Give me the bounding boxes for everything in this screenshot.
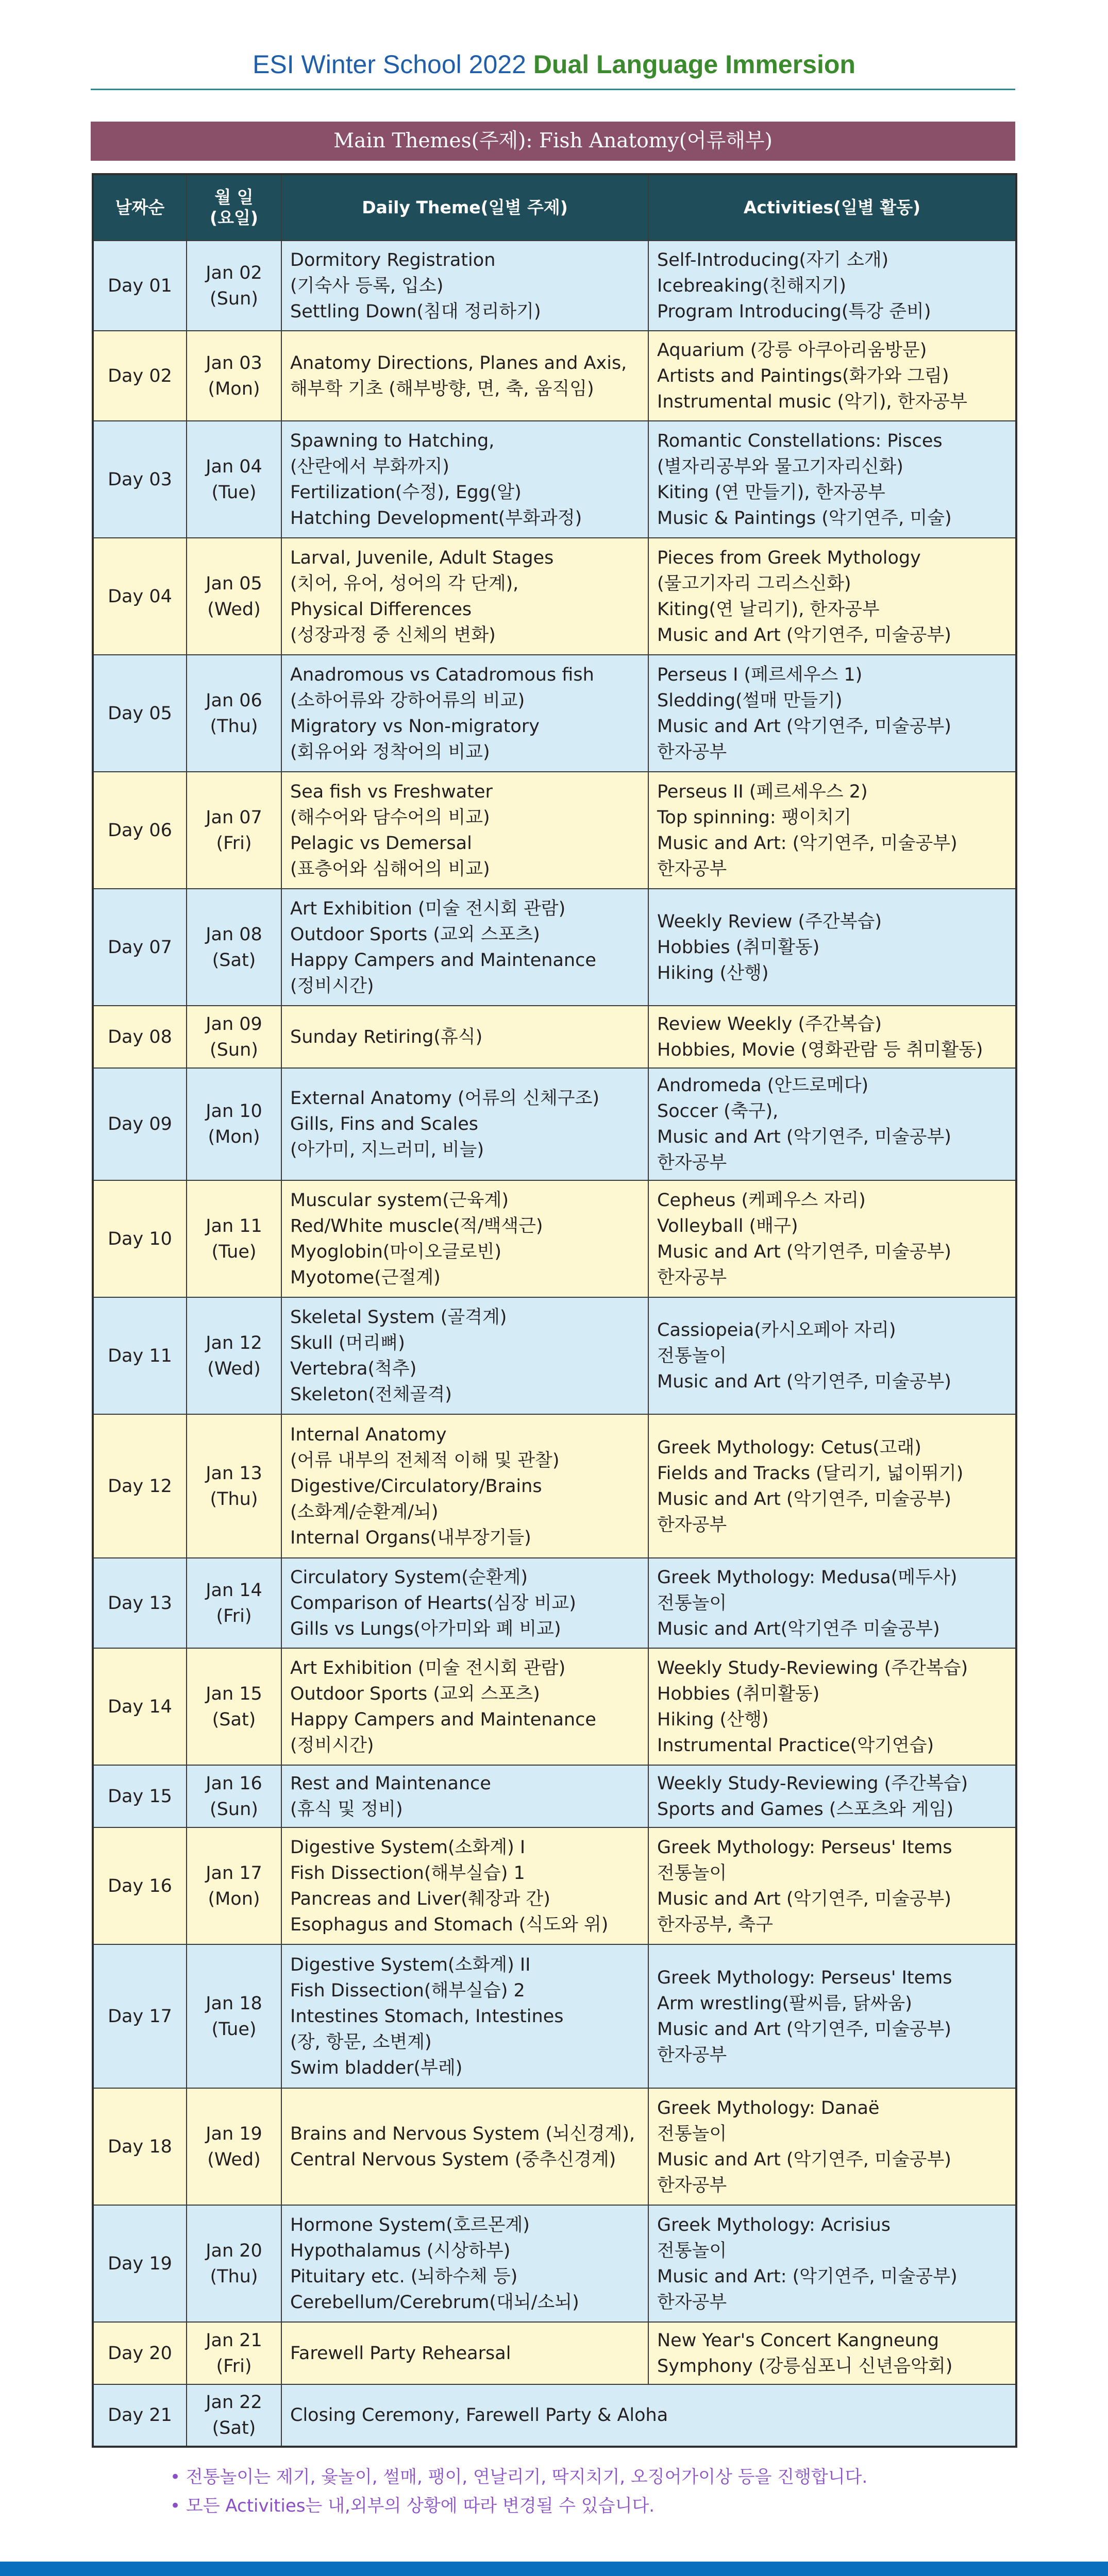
theme-line: (산란에서 부화까지) — [290, 456, 449, 477]
activity-line: Self-Introducing(자기 소개) — [657, 249, 889, 270]
cell-theme — [281, 241, 648, 331]
theme-line: Myoglobin(마이오글로빈) — [290, 1241, 501, 1262]
theme-line: Art Exhibition (미술 전시회 관람) — [290, 898, 566, 919]
theme-line: Fertilization(수정), Egg(알) — [290, 482, 522, 503]
theme-line: (치어, 유어, 성어의 각 단계), — [290, 573, 519, 594]
cell-theme — [281, 1180, 648, 1297]
activity-line: Music and Art: (악기연주, 미술공부) — [657, 833, 958, 854]
date-line: (Sun) — [210, 1799, 258, 1820]
cell-theme — [281, 1068, 648, 1180]
cell-day: Day 10 — [93, 1180, 187, 1297]
table-row — [93, 1827, 1016, 1944]
theme-line: Settling Down(침대 정리하기) — [290, 301, 541, 322]
cell-day: Day 19 — [93, 2205, 187, 2322]
theme-line: Esophagus and Stomach (식도와 위) — [290, 1914, 609, 1935]
table-row — [93, 1765, 1016, 1827]
theme-line: Gills vs Lungs(아가미와 폐 비교) — [290, 1618, 561, 1639]
theme-line: Physical Differences — [290, 599, 472, 620]
theme-line: Pelagic vs Demersal — [290, 833, 472, 854]
cell-theme — [281, 1006, 648, 1068]
activity-line: Hiking (산행) — [657, 962, 769, 984]
cell-date — [187, 1414, 281, 1558]
theme-line: (정비시간) — [290, 1735, 374, 1756]
cell-activities — [648, 1297, 1016, 1414]
title-accent: Dual Language Immersion — [533, 50, 855, 79]
cell-activities — [648, 1765, 1016, 1827]
activity-line: Music and Art (악기연주, 미술공부) — [657, 716, 951, 737]
cell-activities — [648, 1827, 1016, 1944]
cell-merged-theme: Closing Ceremony, Farewell Party & Aloha — [281, 2384, 1016, 2447]
activity-line: Music and Art(악기연주 미술공부) — [657, 1618, 940, 1639]
activity-line: Symphony (강릉심포니 신년음악회) — [657, 2355, 953, 2377]
table-row — [93, 655, 1016, 772]
activity-line: 전통놀이 — [657, 1592, 727, 1614]
date-line: Jan 22 — [206, 2392, 262, 2413]
theme-line: (휴식 및 정비) — [290, 1799, 403, 1820]
date-line: (Wed) — [207, 599, 261, 620]
date-line: Jan 05 — [206, 573, 262, 594]
cell-date — [187, 772, 281, 889]
cell-theme — [281, 421, 648, 538]
col-header-date: 월 일 (요일) — [187, 174, 281, 241]
date-line: (Thu) — [210, 2266, 258, 2287]
date-line: Jan 11 — [206, 1215, 262, 1236]
cell-day: Day 11 — [93, 1297, 187, 1414]
cell-theme — [281, 889, 648, 1006]
activity-line: 전통놀이 — [657, 1862, 727, 1884]
cell-activities — [648, 241, 1016, 331]
cell-date — [187, 538, 281, 655]
cell-theme — [281, 1414, 648, 1558]
date-line: (Tue) — [211, 2019, 257, 2040]
activity-line: Instrumental Practice(악기연습) — [657, 1735, 934, 1756]
activity-line: Greek Mythology: Perseus' Items — [657, 1837, 952, 1858]
date-line: Jan 06 — [206, 690, 262, 711]
theme-line: Muscular system(근육계) — [290, 1190, 509, 1211]
theme-line: Migratory vs Non-migratory — [290, 716, 540, 737]
cell-day: Day 09 — [93, 1068, 187, 1180]
activity-line: 한자공부 — [657, 741, 727, 762]
theme-line: (해수어와 담수어의 비교) — [290, 807, 490, 828]
col-header-activities: Activities(일별 활동) — [648, 174, 1016, 241]
cell-date — [187, 1180, 281, 1297]
activity-line: Greek Mythology: Medusa(메두사) — [657, 1567, 958, 1588]
theme-line: Larval, Juvenile, Adult Stages — [290, 547, 554, 568]
table-row — [93, 889, 1016, 1006]
date-line: Jan 19 — [206, 2123, 262, 2144]
activity-line: 한자공부 — [657, 2175, 727, 2196]
cell-day: Day 07 — [93, 889, 187, 1006]
cell-day: Day 14 — [93, 1648, 187, 1765]
cell-activities — [648, 2322, 1016, 2384]
theme-line: Myotome(근절계) — [290, 1267, 441, 1288]
col-header-day: 날짜순 — [93, 174, 187, 241]
activity-line: Kiting (연 만들기), 한자공부 — [657, 482, 885, 503]
theme-line: (소하어류와 강하어류의 비교) — [290, 690, 525, 711]
activity-line: Kiting(연 날리기), 한자공부 — [657, 599, 880, 620]
activity-line: Weekly Study-Reviewing (주간복습) — [657, 1773, 968, 1794]
theme-line: Anadromous vs Catadromous fish — [290, 664, 594, 685]
date-line: Jan 04 — [206, 456, 262, 477]
activity-line: Music and Art (악기연주, 미술공부) — [657, 1241, 951, 1262]
cell-day: Day 04 — [93, 538, 187, 655]
cell-theme — [281, 2088, 648, 2205]
activity-line: Greek Mythology: Perseus' Items — [657, 1967, 952, 1988]
activity-line: Greek Mythology: Cetus(고래) — [657, 1437, 921, 1458]
theme-line: Circulatory System(순환계) — [290, 1567, 528, 1588]
theme-line: Cerebellum/Cerebrum(대뇌/소뇌) — [290, 2292, 579, 2313]
activity-line: Greek Mythology: Danaë — [657, 2097, 880, 2119]
date-line: (Thu) — [210, 1488, 258, 1510]
theme-line: Hormone System(호르몬계) — [290, 2214, 530, 2235]
activity-line: Andromeda (안드로메다) — [657, 1075, 869, 1096]
theme-line: 해부학 기초 (해부방향, 면, 축, 움직임) — [290, 378, 594, 399]
cell-day: Day 03 — [93, 421, 187, 538]
activity-line: (별자리공부와 물고기자리신화) — [657, 456, 903, 477]
table-header-row — [93, 174, 1016, 241]
theme-line: External Anatomy (어류의 신체구조) — [290, 1088, 600, 1109]
activity-line: 한자공부 — [657, 1153, 727, 1173]
cell-theme — [281, 331, 648, 421]
cell-date — [187, 1297, 281, 1414]
theme-line: Skeleton(전체골격) — [290, 1384, 452, 1405]
date-line: Jan 02 — [206, 262, 262, 283]
cell-date — [187, 2088, 281, 2205]
activity-line: Aquarium (강릉 아쿠아리움방문) — [657, 340, 927, 361]
date-line: (Wed) — [207, 2149, 261, 2170]
theme-line: Digestive/Circulatory/Brains — [290, 1476, 542, 1497]
theme-line: Spawning to Hatching, — [290, 430, 495, 451]
activity-line: Review Weekly (주간복습) — [657, 1013, 882, 1035]
date-line: (Mon) — [208, 1888, 260, 1909]
theme-line: Skeletal System (골격계) — [290, 1307, 507, 1328]
date-line: Jan 08 — [206, 924, 262, 945]
activity-line: Top spinning: 팽이치기 — [657, 807, 852, 828]
cell-activities — [648, 1558, 1016, 1648]
date-line: Jan 10 — [206, 1101, 262, 1122]
theme-line: Pituitary etc. (뇌하수체 등) — [290, 2266, 518, 2287]
activity-line: Cassiopeia(카시오페아 자리) — [657, 1319, 896, 1341]
cell-theme — [281, 2322, 648, 2384]
schedule-table — [92, 173, 1017, 2448]
theme-line: Intestines Stomach, Intestines — [290, 2006, 564, 2027]
cell-day: Day 21 — [93, 2384, 187, 2447]
cell-activities — [648, 1006, 1016, 1068]
theme-line: Rest and Maintenance — [290, 1773, 491, 1794]
theme-line: Comparison of Hearts(심장 비교) — [290, 1592, 576, 1614]
theme-line: Anatomy Directions, Planes and Axis, — [290, 352, 627, 374]
activity-line: 한자공부, 축구 — [657, 1914, 774, 1935]
cell-date — [187, 1006, 281, 1068]
theme-line: (정비시간) — [290, 975, 374, 996]
cell-day: Day 16 — [93, 1827, 187, 1944]
activity-line: Music and Art (악기연주, 미술공부) — [657, 1488, 951, 1510]
cell-theme — [281, 772, 648, 889]
date-line: Jan 21 — [206, 2330, 262, 2351]
cell-activities — [648, 1414, 1016, 1558]
activity-line: 전통놀이 — [657, 2240, 727, 2261]
activity-line: Sports and Games (스포츠와 게임) — [657, 1799, 954, 1820]
cell-date — [187, 1558, 281, 1648]
cell-day: Day 18 — [93, 2088, 187, 2205]
theme-line: Hypothalamus (시상하부) — [290, 2240, 511, 2261]
theme-line: Dormitory Registration — [290, 249, 496, 270]
title-main: ESI Winter School 2022 — [253, 50, 526, 79]
activity-line: Music and Art (악기연주, 미술공부) — [657, 624, 951, 646]
table-row — [93, 2205, 1016, 2322]
date-line: Jan 15 — [206, 1683, 262, 1704]
cell-date — [187, 2322, 281, 2384]
date-line: (Sat) — [212, 2418, 256, 2438]
table-row — [93, 1297, 1016, 1414]
date-line: (Wed) — [207, 1358, 261, 1379]
cell-date — [187, 1648, 281, 1765]
cell-activities — [648, 421, 1016, 538]
date-line: (Sat) — [212, 1709, 256, 1730]
theme-line: Internal Anatomy — [290, 1424, 447, 1445]
cell-day: Day 05 — [93, 655, 187, 772]
footer — [0, 2562, 1108, 2576]
activity-line: 한자공부 — [657, 2044, 727, 2065]
theme-line: Digestive System(소화계) I — [290, 1837, 526, 1858]
cell-day: Day 12 — [93, 1414, 187, 1558]
theme-line: (소화계/순환계/뇌) — [290, 1501, 439, 1522]
cell-theme — [281, 1827, 648, 1944]
note-item: • 모든 Activities는 내,외부의 상황에 따라 변경될 수 있습니다. — [170, 2496, 655, 2516]
cell-activities — [648, 1944, 1016, 2088]
theme-line: (성장과정 중 신체의 변화) — [290, 624, 496, 646]
activity-line: Perseus II (페르세우스 2) — [657, 781, 868, 802]
cell-date — [187, 1944, 281, 2088]
cell-date — [187, 655, 281, 772]
cell-date — [187, 421, 281, 538]
date-line: (Tue) — [211, 482, 257, 503]
date-line: (Fri) — [216, 833, 252, 854]
cell-activities — [648, 2205, 1016, 2322]
cell-date — [187, 2384, 281, 2447]
cell-date — [187, 241, 281, 331]
activity-line: Music and Art (악기연주, 미술공부) — [657, 1888, 951, 1909]
cell-day: Day 13 — [93, 1558, 187, 1648]
table-row — [93, 2384, 1016, 2447]
theme-line: Brains and Nervous System (뇌신경계), — [290, 2123, 635, 2144]
activity-line: Sledding(썰매 만들기) — [657, 690, 843, 711]
theme-line: Skull (머리뼈) — [290, 1332, 405, 1353]
main-theme-banner: Main Themes(주제): Fish Anatomy(어류해부) — [91, 122, 1015, 161]
theme-line: (표층어와 심해어의 비교) — [290, 858, 490, 879]
activity-line: Hiking (산행) — [657, 1709, 769, 1730]
note-item: • 전통놀이는 제기, 윷놀이, 썰매, 팽이, 연날리기, 딱지치기, 오징어가이상 등을 진행합니다. — [170, 2467, 868, 2487]
theme-line: Fish Dissection(해부실습) 1 — [290, 1862, 525, 1884]
cell-theme — [281, 2205, 648, 2322]
date-line: (Sun) — [210, 1039, 258, 1060]
activity-line: 한자공부 — [657, 2292, 727, 2313]
cell-day: Day 08 — [93, 1006, 187, 1068]
theme-line: Sunday Retiring(휴식) — [290, 1026, 483, 1047]
date-line: (Fri) — [216, 2355, 252, 2377]
activity-line: Hobbies (취미활동) — [657, 1683, 820, 1704]
activity-line: Weekly Study-Reviewing (주간복습) — [657, 1657, 968, 1679]
theme-line: (장, 항문, 소변계) — [290, 2031, 432, 2053]
activity-line: Greek Mythology: Acrisius — [657, 2214, 891, 2235]
activity-line: 한자공부 — [657, 1514, 727, 1535]
cell-theme — [281, 655, 648, 772]
cell-theme — [281, 1944, 648, 2088]
activity-line: Romantic Constellations: Pisces — [657, 430, 943, 451]
cell-day: Day 02 — [93, 331, 187, 421]
date-line: Jan 17 — [206, 1862, 262, 1884]
theme-line: Art Exhibition (미술 전시회 관람) — [290, 1657, 566, 1679]
date-line: (Fri) — [216, 1605, 252, 1626]
theme-line: Swim bladder(부레) — [290, 2057, 463, 2078]
activity-line: 전통놀이 — [657, 2123, 727, 2144]
theme-line: Happy Campers and Maintenance — [290, 950, 596, 971]
cell-date — [187, 2205, 281, 2322]
table-row — [93, 2088, 1016, 2205]
activity-line: Music and Art: (악기연주, 미술공부) — [657, 2266, 958, 2287]
activity-line: Hobbies, Movie (영화관람 등 취미활동) — [657, 1039, 983, 1060]
activity-line: Arm wrestling(팔씨름, 닭싸움) — [657, 1993, 912, 2014]
activity-line: Music & Paintings (악기연주, 미술) — [657, 507, 952, 529]
activity-line: 한자공부 — [657, 858, 727, 879]
table-row — [93, 2322, 1016, 2384]
date-line: (Tue) — [211, 1241, 257, 1262]
activity-line: Weekly Review (주간복습) — [657, 911, 882, 932]
theme-line: Sea fish vs Freshwater — [290, 781, 493, 802]
table-row — [93, 772, 1016, 889]
theme-line: Happy Campers and Maintenance — [290, 1709, 596, 1730]
cell-activities — [648, 2088, 1016, 2205]
theme-line: Gills, Fins and Scales — [290, 1114, 479, 1134]
cell-date — [187, 1765, 281, 1827]
activity-line: Program Introducing(특강 준비) — [657, 301, 931, 322]
table-row — [93, 421, 1016, 538]
cell-activities — [648, 1648, 1016, 1765]
theme-line: Outdoor Sports (교외 스포츠) — [290, 924, 540, 945]
cell-activities — [648, 655, 1016, 772]
cell-theme — [281, 1297, 648, 1414]
cell-activities — [648, 331, 1016, 421]
date-line: Jan 14 — [206, 1580, 262, 1601]
activity-line: Volleyball (배구) — [657, 1215, 798, 1236]
theme-line: Internal Organs(내부장기들) — [290, 1527, 531, 1548]
theme-line: Outdoor Sports (교외 스포츠) — [290, 1683, 540, 1704]
activity-line: Music and Art (악기연주, 미술공부) — [657, 2019, 951, 2040]
title-divider — [91, 89, 1015, 90]
cell-day: Day 20 — [93, 2322, 187, 2384]
theme-line: Central Nervous System (중추신경계) — [290, 2149, 616, 2170]
cell-activities — [648, 772, 1016, 889]
activity-line: Music and Art (악기연주, 미술공부) — [657, 1371, 951, 1392]
activity-line: New Year's Concert Kangneung — [657, 2330, 939, 2351]
cell-theme — [281, 538, 648, 655]
cell-day: Day 06 — [93, 772, 187, 889]
theme-line: Vertebra(척추) — [290, 1358, 417, 1379]
theme-line: Pancreas and Liver(췌장과 간) — [290, 1888, 550, 1909]
theme-line: (회유어와 정착어의 비교) — [290, 741, 490, 762]
date-line: (Sun) — [210, 288, 258, 309]
table-row — [93, 1414, 1016, 1558]
cell-date — [187, 1827, 281, 1944]
cell-date — [187, 889, 281, 1006]
table-row — [93, 1944, 1016, 2088]
theme-line: Hatching Development(부화과정) — [290, 507, 582, 529]
date-line: Jan 12 — [206, 1332, 262, 1353]
date-line: Jan 18 — [206, 1993, 262, 2014]
table-row — [93, 1648, 1016, 1765]
cell-theme — [281, 1558, 648, 1648]
activity-line: Soccer (축구), — [657, 1101, 779, 1122]
activity-line: Hobbies (취미활동) — [657, 937, 820, 958]
activity-line: Fields and Tracks (달리기, 넓이뛰기) — [657, 1463, 964, 1484]
activity-line: 한자공부 — [657, 1267, 727, 1288]
activity-line: Cepheus (케페우스 자리) — [657, 1190, 866, 1211]
theme-line: (아가미, 지느러미, 비늘) — [290, 1140, 484, 1160]
theme-line: Digestive System(소화계) II — [290, 1954, 531, 1975]
date-line: Jan 20 — [206, 2240, 262, 2261]
date-line: Jan 09 — [206, 1013, 262, 1035]
cell-date — [187, 331, 281, 421]
date-line: Jan 03 — [206, 352, 262, 374]
table-row — [93, 1068, 1016, 1180]
date-line: (Sat) — [212, 950, 256, 971]
activity-line: 전통놀이 — [657, 1345, 727, 1366]
table-row — [93, 1558, 1016, 1648]
cell-activities — [648, 538, 1016, 655]
table-row — [93, 241, 1016, 331]
activity-line: (물고기자리 그리스신화) — [657, 573, 851, 594]
activity-line: Music and Art (악기연주, 미술공부) — [657, 2149, 951, 2170]
theme-line: Red/White muscle(적/백색근) — [290, 1215, 543, 1236]
activity-line: Music and Art (악기연주, 미술공부) — [657, 1127, 951, 1147]
col-header-theme: Daily Theme(일별 주제) — [281, 174, 648, 241]
cell-day: Day 15 — [93, 1765, 187, 1827]
activity-line: Artists and Paintings(화가와 그림) — [657, 365, 949, 386]
table-row — [93, 538, 1016, 655]
activity-line: Instrumental music (악기), 한자공부 — [657, 391, 967, 412]
page-title — [0, 49, 1108, 79]
cell-theme — [281, 1765, 648, 1827]
cell-activities — [648, 1180, 1016, 1297]
activity-line: Perseus I (페르세우스 1) — [657, 664, 863, 685]
table-row — [93, 1180, 1016, 1297]
theme-line: Fish Dissection(해부실습) 2 — [290, 1980, 525, 2001]
theme-line: (기숙사 등록, 입소) — [290, 275, 444, 296]
table-row — [93, 331, 1016, 421]
date-line: (Thu) — [210, 716, 258, 737]
theme-line: (어류 내부의 전체적 이해 및 관찰) — [290, 1450, 560, 1471]
cell-activities — [648, 1068, 1016, 1180]
cell-date — [187, 1068, 281, 1180]
cell-theme — [281, 1648, 648, 1765]
date-line: Jan 16 — [206, 1773, 262, 1794]
theme-line: Farewell Party Rehearsal — [290, 2343, 511, 2364]
date-line: (Mon) — [208, 378, 260, 399]
date-line: Jan 07 — [206, 807, 262, 828]
date-line: (Mon) — [208, 1127, 260, 1147]
date-line: Jan 13 — [206, 1463, 262, 1484]
activity-line: Icebreaking(친해지기) — [657, 275, 846, 296]
notes — [170, 2463, 867, 2520]
cell-activities — [648, 889, 1016, 1006]
activity-line: Pieces from Greek Mythology — [657, 547, 921, 568]
cell-day: Day 01 — [93, 241, 187, 331]
cell-day: Day 17 — [93, 1944, 187, 2088]
table-row — [93, 1006, 1016, 1068]
